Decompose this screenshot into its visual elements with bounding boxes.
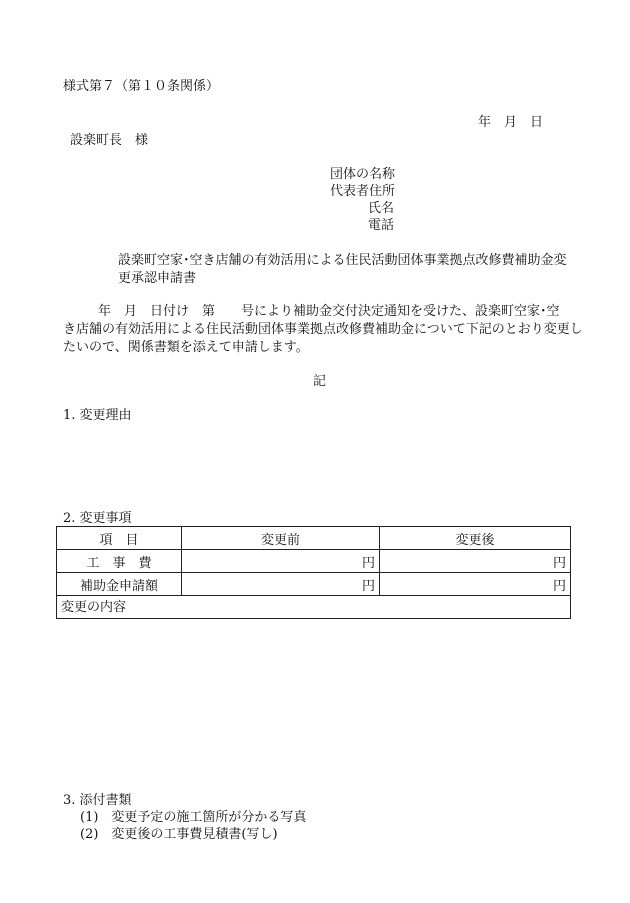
header-before: 変更前 [182,527,380,550]
section-change-items: 2. 変更事項 [63,511,132,526]
table-row [57,573,571,596]
section-change-reason: 1. 変更理由 [63,408,132,423]
attachment-item: (2) 変更後の工事費見積書(写し) [80,827,278,842]
section-attachments: 3. 添付書類 [63,793,132,808]
row-label-construction-cost: 工 事 費 [57,550,182,573]
ki-mark: 記 [313,374,327,389]
title-line1: 設楽町空家･空き店舗の有効活用による住民活動団体事業拠点改修費補助金変 [118,253,567,268]
subsidy-amount-before: 円 [182,573,380,596]
body-line1: 年 月 日付け 第 号により補助金交付決定通知を受けた、設楽町空家･空 [98,304,560,319]
title-line2: 更承認申請書 [118,271,197,286]
body-line2: き店舗の有効活用による住民活動団体事業拠点改修費補助金について下記のとおり変更し [63,322,583,337]
date-line: 年 月 日 [478,115,544,130]
applicant-rep-address: 代表者住所 [330,184,396,199]
table-header-row [57,527,571,550]
row-label-subsidy-amount: 補助金申請額 [57,573,182,596]
subsidy-amount-after: 円 [380,573,571,596]
change-items-table [56,526,571,619]
table-row [57,550,571,573]
header-after: 変更後 [380,527,571,550]
addressee: 設楽町長 様 [70,133,149,148]
form-label: 様式第７（第１０条関係） [63,79,220,94]
attachment-item: (1) 変更予定の施工箇所が分かる写真 [80,810,307,825]
applicant-name: 氏名 [368,201,395,216]
table-content-row [57,596,571,619]
applicant-org-name: 団体の名称 [330,167,396,182]
header-item: 項 目 [57,527,182,550]
body-line3: たいので、関係書類を添えて申請します。 [63,340,309,355]
construction-cost-after: 円 [380,550,571,573]
applicant-phone: 電話 [368,218,395,233]
change-content: 変更の内容 [57,596,571,619]
construction-cost-before: 円 [182,550,380,573]
